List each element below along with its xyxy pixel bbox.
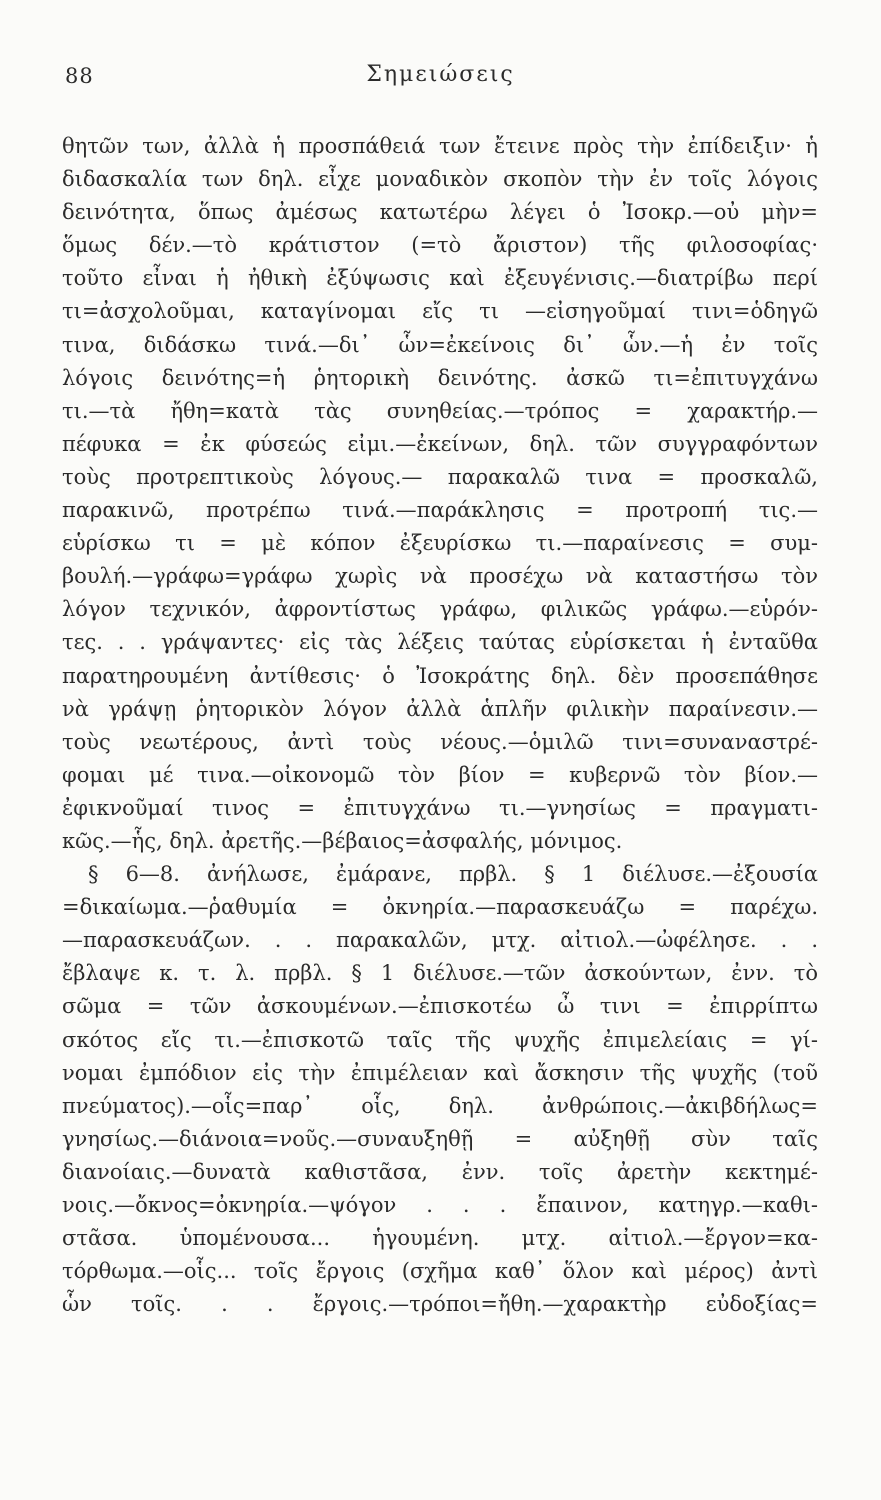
text-line: πνεύματος).—οἷς=παρ᾿ οἷς, δηλ. ἀνθρώποις.—ἀκιβδήλως= [62,1093,818,1118]
text-line: εὑρίσκω τι = μὲ κόπον ἐξευρίσκω τι.—παραίνεσις = συμ- [62,531,818,556]
text-line: τόρθωμα.—οἷς... τοῖς ἔργοις (σχῆμα καθ᾿ ὅλον καὶ μέρος) ἀντὶ [62,1259,818,1284]
text-line: τι.—τὰ ἤθη=κατὰ τὰς συνηθείας.—τρόπος = χαρακτήρ.— [62,398,818,423]
text-line: βουλή.—γράφω=γράφω χωρὶς νὰ προσέχω νὰ καταστήσω τὸν [62,564,818,589]
page-number: 88 [65,64,94,88]
running-title: Σημειώσεις [366,62,515,87]
text-line: λόγον τεχνικόν, ἀφροντίστως γράφω, φιλικῶς γράφω.—εὑρόν- [62,597,818,622]
text-line: φομαι μέ τινα.—οἰκονομῶ τὸν βίον = κυβερνῶ τὸν βίον.— [62,762,818,787]
text-line: παρακινῶ, προτρέπω τινά.—παράκλησις = προτροπή τις.— [62,498,818,523]
text-line: τοῦτο εἶναι ἡ ἠθικὴ ἐξύψωσις καὶ ἐξευγένισις.—διατρίβω περί [62,266,818,291]
text-line: λόγοις δεινότης=ἡ ῥητορικὴ δεινότης. ἀσκῶ τι=ἐπιτυγχάνω [62,365,818,390]
text-line: τοὺς προτρεπτικοὺς λόγους.— παρακαλῶ τινα = προσκαλῶ, [62,464,818,489]
text-line: τι=ἀσχολοῦμαι, καταγίνομαι εἴς τι —εἰσηγοῦμαί τινι=ὁδηγῶ [62,299,818,324]
text-line: δεινότητα, ὅπως ἀμέσως κατωτέρω λέγει ὁ Ἰσοκρ.—οὐ μὴν= [62,200,818,225]
text-line: σῶμα = τῶν ἀσκουμένων.—ἐπισκοτέω ὦ τινι = ἐπιρρίπτω [62,994,818,1019]
text-line: κῶς.—ἧς, δηλ. ἀρετῆς.—βέβαιος=ἀσφαλής, μόνιμος. [62,828,623,853]
notes-body [62,130,818,1321]
text-line: ὅμως δέν.—τὸ κράτιστον (=τὸ ἄριστον) τῆς φιλοσοφίας· [62,233,818,258]
text-line: ἔβλαψε κ. τ. λ. πρβλ. § 1 διέλυσε.—τῶν ἀσκούντων, ἐνν. τὸ [62,961,818,986]
text-line: στᾶσα. ὑπομένουσα... ἡγουμένη. μτχ. αἰτιολ.—ἔργον=κα- [62,1226,818,1251]
text-line: διανοίαις.—δυνατὰ καθιστᾶσα, ἐνν. τοῖς ἀρετὴν κεκτημέ- [62,1159,818,1184]
text-line: διδασκαλία των δηλ. εἶχε μοναδικὸν σκοπὸν τὴν ἐν τοῖς λόγοις [62,167,818,192]
text-line: σκότος εἴς τι.—ἐπισκοτῶ ταῖς τῆς ψυχῆς ἐπιμελείαις = γί- [62,1027,818,1052]
page-header [0,58,881,98]
text-line: § 6—8. ἀνήλωσε, ἐμάρανε, πρβλ. § 1 διέλυσε.—ἐξουσία [88,862,818,887]
text-line: =δικαίωμα.—ῥαθυμία = ὀκνηρία.—παρασκευάζω = παρέχω. [62,895,818,920]
text-line: τοὺς νεωτέρους, ἀντὶ τοὺς νέους.—ὁμιλῶ τινι=συναναστρέ- [62,729,818,754]
text-line: νομαι ἐμπόδιον εἰς τὴν ἐπιμέλειαν καὶ ἄσκησιν τῆς ψυχῆς (τοῦ [62,1060,818,1085]
text-line: νὰ γράψῃ ῥητορικὸν λόγον ἀλλὰ ἁπλῆν φιλικὴν παραίνεσιν.— [62,696,818,721]
text-line: ἐφικνοῦμαί τινος = ἐπιτυγχάνω τι.—γνησίως = πραγματι- [62,795,818,820]
text-line: ὧν τοῖς. . . ἔργοις.—τρόποι=ἤθη.—χαρακτὴρ εὐδοξίας= [62,1292,818,1317]
text-line: τες. . . γράψαντες· εἰς τὰς λέξεις ταύτας εὑρίσκεται ἡ ἐνταῦθα [62,630,818,655]
text-line: θητῶν των, ἀλλὰ ἡ προσπάθειά των ἔτεινε πρὸς τὴν ἐπίδειξιν· ἡ [62,134,818,158]
text-line: —παρασκευάζων. . . παρακαλῶν, μτχ. αἰτιολ.—ὠφέλησε. . . [62,928,818,953]
text-line: παρατηρουμένη ἀντίθεσις· ὁ Ἰσοκράτης δηλ. δὲν προσεπάθησε [62,663,818,688]
text-line: νοις.—ὄκνος=ὀκνηρία.—ψόγον . . . ἔπαινον, κατηγρ.—καθι- [62,1193,818,1217]
text-line: τινα, διδάσκω τινά.—δι᾿ ὧν=ἐκείνοις δι᾿ ὧν.—ἡ ἐν τοῖς [62,332,818,357]
text-line: πέφυκα = ἐκ φύσεώς εἰμι.—ἐκείνων, δηλ. τῶν συγγραφόντων [62,431,818,456]
text-line: γνησίως.—διάνοια=νοῦς.—συναυξηθῇ = αὐξηθῇ σὺν ταῖς [62,1126,818,1151]
